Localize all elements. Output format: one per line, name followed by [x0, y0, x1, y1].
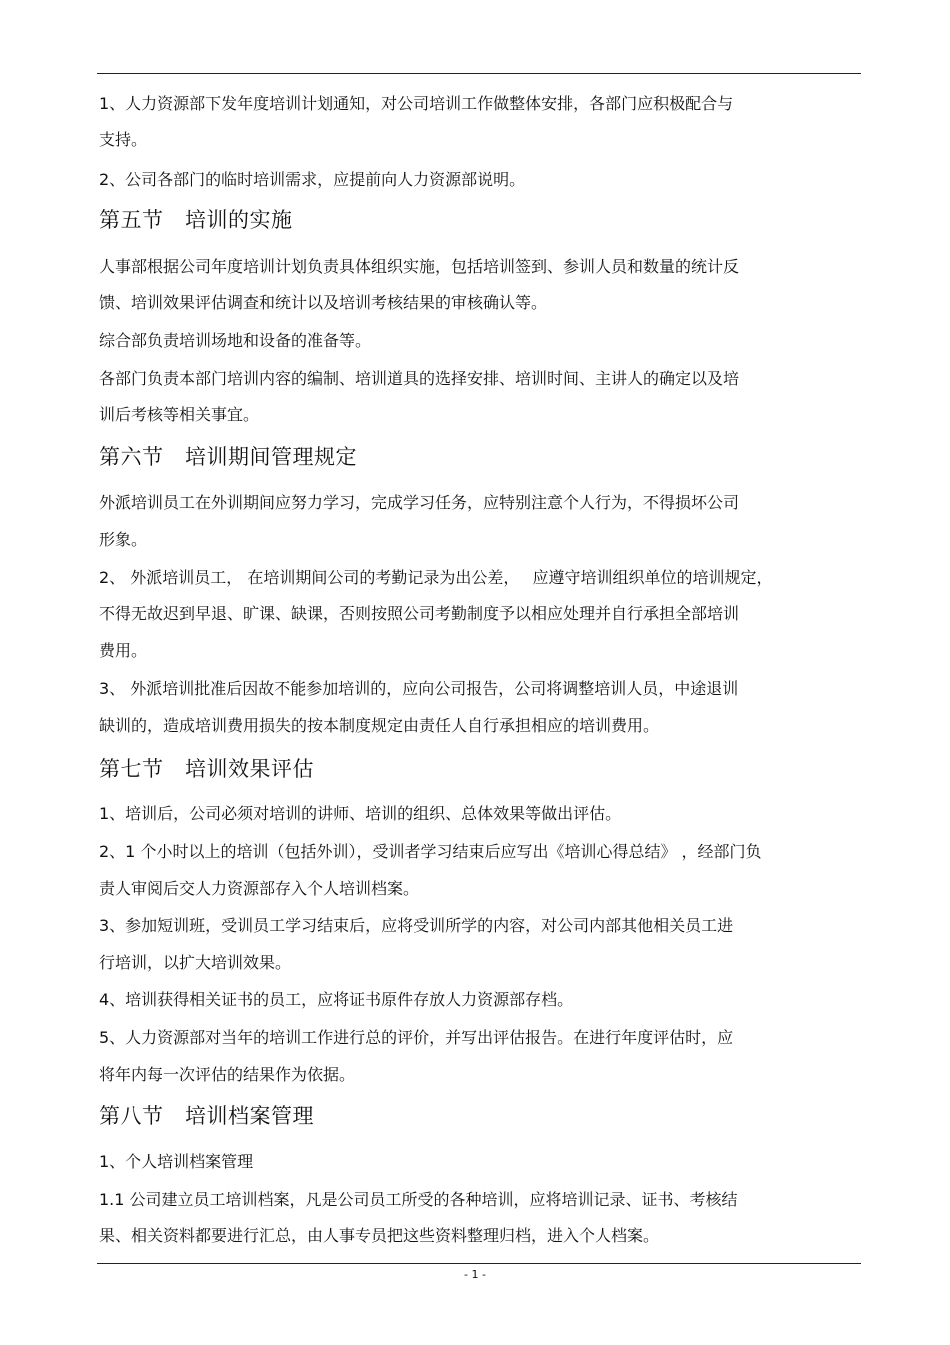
text-line: 1、个人培训档案管理: [99, 1152, 254, 1171]
text-line: 2、 外派培训员工， 在培训期间公司的考勤记录为出公差， 应遵守培训组织单位的培训规定，: [99, 568, 773, 587]
text-line: 缺训的，造成培训费用损失的按本制度规定由责任人自行承担相应的培训费用。: [99, 716, 660, 735]
text-line: 不得无故迟到早退、旷课、缺课，否则按照公司考勤制度予以相应处理并自行承担全部培训: [99, 604, 740, 623]
page-number: - 1 -: [464, 1268, 486, 1281]
text-line: 3、 外派培训批准后因故不能参加培训的，应向公司报告，公司将调整培训人员，中途退训: [99, 679, 739, 698]
section-heading-8: 第八节 培训档案管理: [99, 1104, 314, 1128]
footer-rule: [97, 1263, 861, 1264]
text-line: 4、培训获得相关证书的员工，应将证书原件存放人力资源部存档。: [99, 990, 574, 1009]
text-line: 各部门负责本部门培训内容的编制、培训道具的选择安排、培训时间、主讲人的确定以及培: [99, 369, 740, 388]
text-line: 1、培训后，公司必须对培训的讲师、培训的组织、总体效果等做出评估。: [99, 804, 622, 823]
text-line: 将年内每一次评估的结果作为依据。: [99, 1065, 356, 1084]
header-rule: [97, 73, 861, 74]
text-line: 综合部负责培训场地和设备的准备等。: [99, 331, 372, 350]
text-line: 1.1 公司建立员工培训档案，凡是公司员工所受的各种培训，应将培训记录、证书、考核结: [99, 1190, 738, 1209]
text-line: 2、公司各部门的临时培训需求，应提前向人力资源部说明。: [99, 170, 526, 189]
text-line: 1、人力资源部下发年度培训计划通知，对公司培训工作做整体安排，各部门应积极配合与: [99, 94, 734, 113]
text-line: 果、相关资料都要进行汇总，由人事专员把这些资料整理归档，进入个人档案。: [99, 1226, 660, 1245]
text-line: 人事部根据公司年度培训计划负责具体组织实施，包括培训签到、参训人员和数量的统计反: [99, 257, 740, 276]
text-line: 行培训，以扩大培训效果。: [99, 953, 292, 972]
section-heading-7: 第七节 培训效果评估: [99, 757, 314, 781]
text-line: 支持。: [99, 130, 148, 149]
section-heading-5: 第五节 培训的实施: [99, 208, 293, 232]
text-line: 3、参加短训班，受训员工学习结束后，应将受训所学的内容，对公司内部其他相关员工进: [99, 916, 734, 935]
section-heading-6: 第六节 培训期间管理规定: [99, 445, 357, 469]
text-line: 馈、培训效果评估调查和统计以及培训考核结果的审核确认等。: [99, 293, 548, 312]
text-line: 训后考核等相关事宜。: [99, 405, 260, 424]
text-line: 2、1 个小时以上的培训（包括外训），受训者学习结束后应写出《培训心得总结》 ，经部门负: [99, 842, 762, 861]
text-line: 责人审阅后交人力资源部存入个人培训档案。: [99, 879, 420, 898]
text-line: 外派培训员工在外训期间应努力学习，完成学习任务，应特别注意个人行为，不得损坏公司: [99, 493, 740, 512]
text-line: 费用。: [99, 641, 148, 660]
text-line: 形象。: [99, 530, 148, 549]
text-line: 5、人力资源部对当年的培训工作进行总的评价，并写出评估报告。在进行年度评估时，应: [99, 1028, 734, 1047]
